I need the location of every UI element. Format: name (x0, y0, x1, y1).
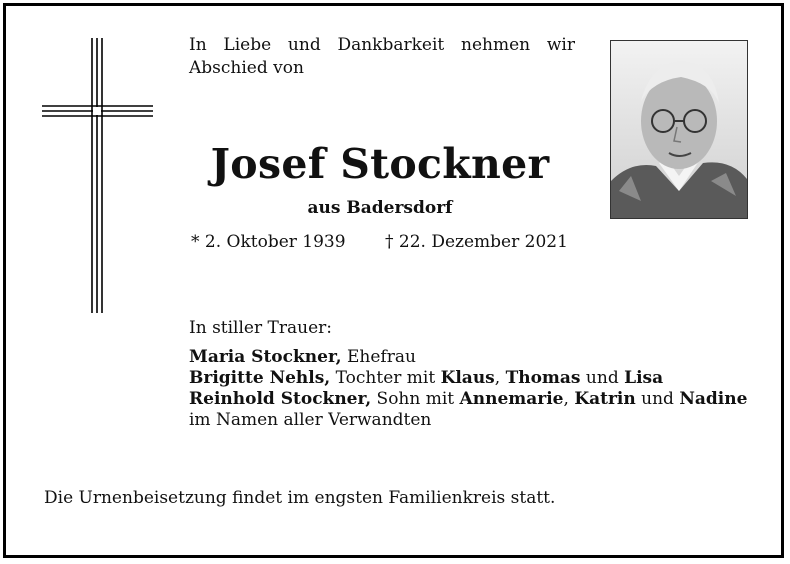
portrait-image (611, 41, 747, 218)
mourner-name: Reinhold Stockner, (189, 389, 372, 409)
grandchild-name: Nadine (679, 389, 748, 409)
grandchild-name: Klaus (440, 368, 495, 388)
grandchild-name: Thomas (505, 368, 581, 388)
separator: , (494, 368, 506, 388)
mourner-relation: Tochter mit (330, 368, 441, 388)
intro-text: In Liebe und Dankbarkeit nehmen wir Abschied von (189, 35, 575, 78)
separator: und (635, 389, 680, 409)
portrait-photo (610, 40, 748, 219)
mourners-list (189, 347, 749, 431)
burial-note: Die Urnenbeisetzung findet im engsten Familienkreis statt. (44, 488, 556, 508)
deceased-name: Josef Stockner (210, 140, 550, 188)
mourner-relation: Sohn mit (371, 389, 460, 409)
mourner-line (189, 347, 749, 368)
grandchild-name: Lisa (624, 368, 664, 388)
relatives-note: im Namen aller Verwandten (189, 410, 432, 430)
birth-date: * 2. Oktober 1939 (191, 232, 346, 252)
death-date: † 22. Dezember 2021 (385, 232, 568, 252)
grandchild-name: Annemarie (459, 389, 564, 409)
mourning-label: In stiller Trauer: (189, 318, 332, 338)
deceased-origin: aus Badersdorf (307, 198, 453, 218)
separator: und (580, 368, 625, 388)
mourner-name: Maria Stockner, (189, 347, 342, 367)
cross-icon (40, 38, 155, 313)
separator: , (563, 389, 575, 409)
mourner-line (189, 389, 749, 410)
mourner-name: Brigitte Nehls, (189, 368, 331, 388)
mourner-relation: Ehefrau (341, 347, 416, 367)
mourner-line (189, 368, 749, 389)
grandchild-name: Katrin (574, 389, 636, 409)
